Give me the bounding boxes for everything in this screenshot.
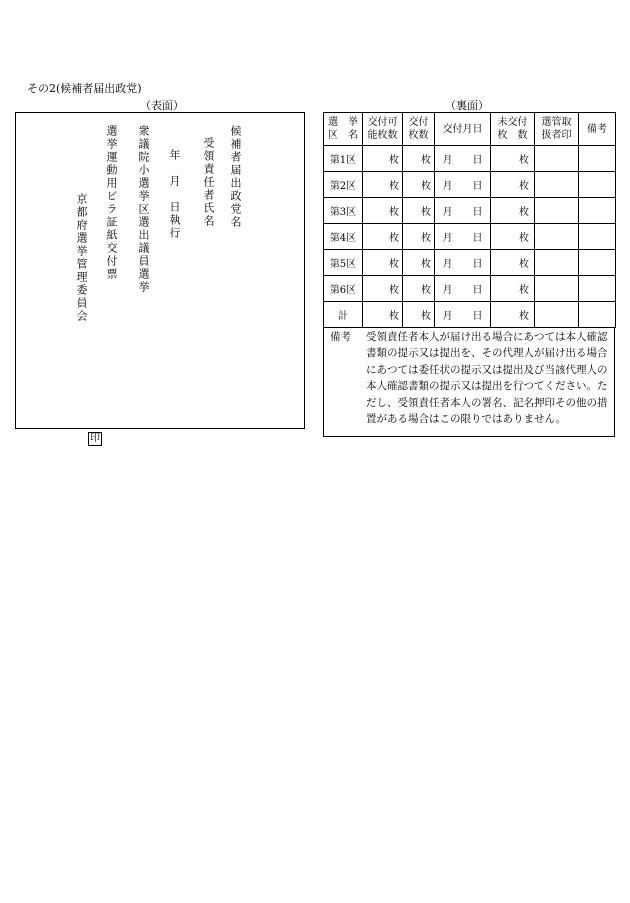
unissued-cell: 枚 [491,224,535,250]
remarks-cell [579,302,616,328]
header-available-count: 交付可 能枚数 [363,113,403,146]
issued-cell: 枚 [403,172,435,198]
district-cell: 第1区 [324,146,363,172]
unissued-cell: 枚 [491,276,535,302]
table-row [324,250,616,276]
seal-cell [535,172,579,198]
front-side-panel [15,112,305,444]
remarks-note-text: 受領責任者本人が届け出る場合にあつては本人確認書類の提示又は提出を、その代理人が届け出る場合にあつては委任状の提示又は提出及び当該代理人の本人確認書類の提示又は提出を行つてください。ただし、受領責任者本人の署名、記名押印その他の措置がある場合はこの限りではありません。 [366,331,608,426]
remarks-cell [579,146,616,172]
header-issue-date: 交付月日 [435,113,491,146]
execution-date-label: 年 月 日執行 [168,149,181,240]
remarks-cell [579,276,616,302]
table-row [324,198,616,224]
distribution-table [323,112,616,328]
issued-cell: 枚 [403,224,435,250]
responsible-person-label: 受領責任者氏名 [202,137,215,228]
header-remarks: 備考 [579,113,616,146]
table-row [324,146,616,172]
table-row [324,276,616,302]
remarks-cell [579,250,616,276]
date-cell: 月 日 [435,198,491,224]
date-cell: 月 日 [435,172,491,198]
remarks-note [323,328,615,437]
document-title: その2(候補者届出政党) [27,82,142,95]
remarks-cell [579,198,616,224]
available-cell: 枚 [363,250,403,276]
party-name-label: 候補者届出政党名 [229,125,242,229]
back-caption: （裏面） [445,99,489,112]
available-cell: 枚 [363,198,403,224]
seal-cell [535,198,579,224]
issued-cell: 枚 [403,198,435,224]
unissued-cell: 枚 [491,146,535,172]
remarks-cell [579,172,616,198]
table-header-row [324,113,616,146]
header-unissued-count: 未交付 枚 数 [491,113,535,146]
available-cell: 枚 [363,146,403,172]
table-row-total [324,302,616,328]
seal-cell [535,276,579,302]
date-cell: 月 日 [435,302,491,328]
available-cell: 枚 [363,276,403,302]
district-cell: 計 [324,302,363,328]
election-name-label: 衆議院小選挙区選出議員選挙 [137,125,150,294]
seal-cell [535,302,579,328]
district-cell: 第5区 [324,250,363,276]
unissued-cell: 枚 [491,302,535,328]
header-district: 選 挙 区 名 [324,113,363,146]
unissued-cell: 枚 [491,172,535,198]
seal-cell [535,146,579,172]
table-row [324,224,616,250]
issued-cell: 枚 [403,146,435,172]
back-side-panel [323,112,615,437]
remarks-cell [579,224,616,250]
unissued-cell: 枚 [491,198,535,224]
header-official-seal: 選管取 扱者印 [535,113,579,146]
district-cell: 第4区 [324,224,363,250]
date-cell: 月 日 [435,250,491,276]
district-cell: 第6区 [324,276,363,302]
district-cell: 第2区 [324,172,363,198]
ticket-title: 選挙運動用ビラ証紙交付票 [105,125,118,281]
seal-cell [535,250,579,276]
issued-cell: 枚 [403,276,435,302]
table-row [324,172,616,198]
issued-cell: 枚 [403,250,435,276]
date-cell: 月 日 [435,276,491,302]
district-cell: 第3区 [324,198,363,224]
front-caption: （表面） [140,99,184,112]
unissued-cell: 枚 [491,250,535,276]
header-issued-count: 交付 枚数 [403,113,435,146]
date-cell: 月 日 [435,224,491,250]
seal-mark: 印 [90,433,100,444]
available-cell: 枚 [363,172,403,198]
issuer-name: 京都府選挙管理委員会 [75,193,88,323]
available-cell: 枚 [363,302,403,328]
seal-cell [535,224,579,250]
remarks-note-label: 備考 [330,331,351,343]
available-cell: 枚 [363,224,403,250]
date-cell: 月 日 [435,146,491,172]
issued-cell: 枚 [403,302,435,328]
